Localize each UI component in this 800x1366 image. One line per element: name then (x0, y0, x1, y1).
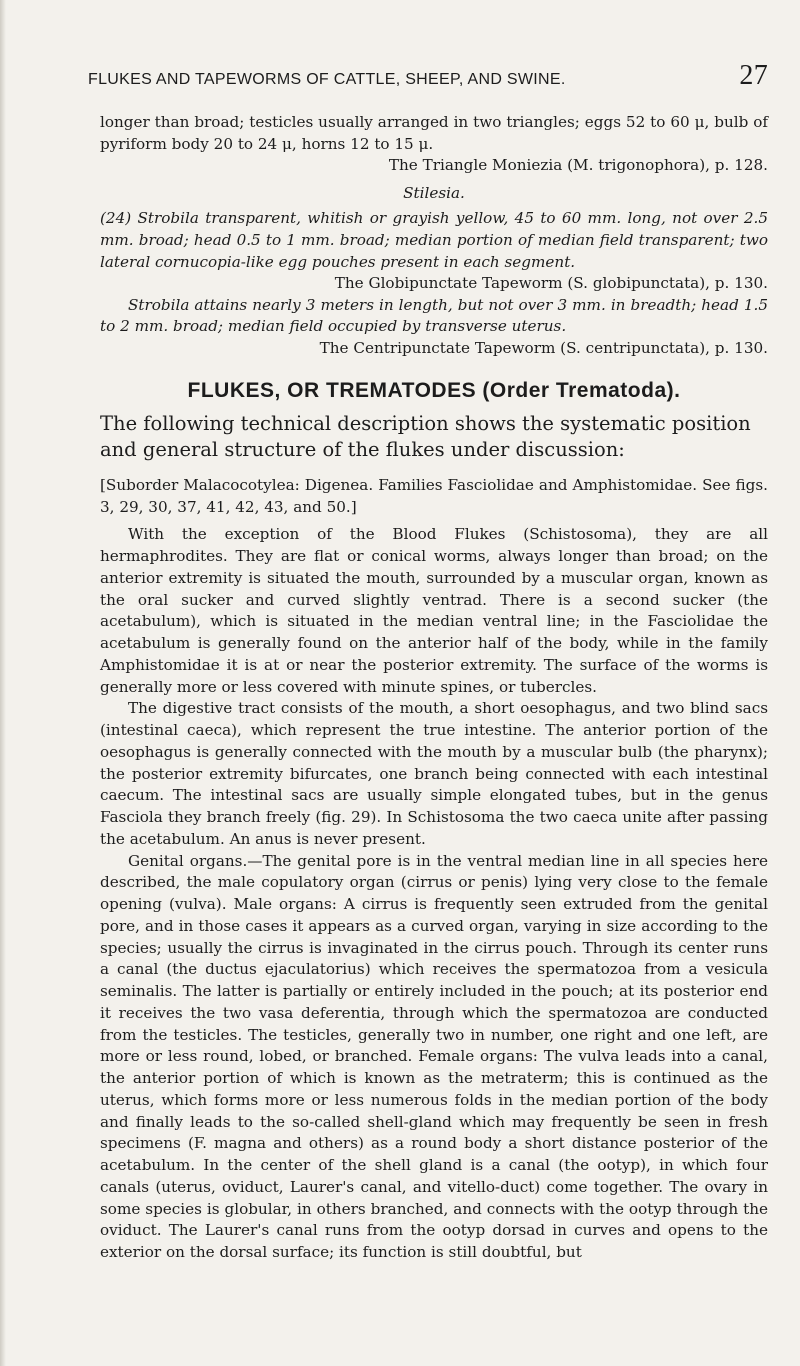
key-line-continuation: longer than broad; testicles usually arranged in two triangles; eggs 52 to 60 μ, bulb of pyriform body 20 to 24 μ, horns 12 to 15 μ. (100, 113, 768, 153)
key-reference-centripunctate: The Centripunctate Tapeworm (S. centripunctata), p. 130. (319, 338, 768, 357)
key-reference-moniezia: The Triangle Moniezia (M. trigonophora), p. 128. (388, 156, 768, 175)
classification-note: [Suborder Malacocotylea: Digenea. Families Fasciolidae and Amphistomidae. See figs. 3, 29, 30, 37, 41, 42, 43, and 50.] (100, 476, 768, 516)
section-title: FLUKES, OR TREMATODES (Order Trematoda). (187, 378, 681, 402)
genus-heading-stilesia: Stilesia. (403, 183, 465, 202)
page-number: 27 (739, 60, 768, 91)
header-title: FLUKES AND TAPEWORMS OF CATTLE, SHEEP, AND SWINE. (88, 71, 566, 88)
lead-paragraph: The following technical description shows the systematic position and general structure of the flukes under discussion: (100, 412, 751, 462)
page-edge-shadow (0, 0, 6, 1366)
paragraph-general: With the exception of the Blood Flukes (Schistosoma), they are all hermaphrodites. They are flat or conical worms, always longer than broad; on the anterior extremity is situated the mouth, surrounded by a muscular organ, known as the oral sucker and curved slightly ventrad. There is a second sucker (the acetabulum), which is situated in the median ventral line; in the Fasciolidae the acetabulum is generally found on the anterior half of the body, while in the family Amphistomidae it is at or near the posterior extremity. The surface of the worms is generally more or less covered with minute spines, or tubercles. (100, 525, 768, 696)
running-header (88, 60, 768, 92)
key-entry-strobila: Strobila attains nearly 3 meters in length, but not over 3 mm. in breadth; head 1.5 to 2 mm. broad; median field occupied by transverse uterus. (100, 295, 768, 336)
key-reference-globipunctate: The Globipunctate Tapeworm (S. globipunctata), p. 130. (334, 274, 768, 293)
paragraph-genital: Genital organs.—The genital pore is in the ventral median line in all species here described, the male copulatory organ (cirrus or penis) lying very close to the female opening (vulva). Male organs: A cirrus is frequently seen extruded from the genital pore, and in those cases it appears as a curved organ, varying in size according to the species; usually the cirrus is invaginated in the cirrus pouch. Through its center runs a canal (the ductus ejaculatorius) which receives the spermatozoa from a vesicula seminalis. The latter is partially or entirely included in the pouch; at its posterior end it receives the two vasa deferentia, through which the spermatozoa are conducted from the testicles. The testicles, generally two in number, one right and one left, are more or less round, lobed, or branched. Female organs: The vulva leads into a canal, the anterior portion of which is known as the metraterm; this is continued as the uterus, which forms more or less numerous folds in the median portion of the body and finally leads to the so-called shell-gland which may frequently be seen in fresh specimens (F. magna and others) as a round body a short distance posterior of the acetabulum. In the center of the shell gland is a canal (the ootyp), in which four canals (uterus, oviduct, Laurer's canal, and vitello-duct) come together. The ovary in some species is globular, in others branched, and connects with the ootyp through the oviduct. The Laurer's canal runs from the ootyp dorsad in curves and opens to the exterior on the dorsal surface; its function is still doubtful, but (100, 851, 768, 1262)
key-entry-24: (24) Strobila transparent, whitish or grayish yellow, 45 to 60 mm. long, not over 2.5 mm. broad; head 0.5 to 1 mm. broad; median portion of median field transparent; two lateral cornucopia-like egg pouches present in each segment. (100, 209, 768, 271)
paragraph-digestive: The digestive tract consists of the mouth, a short oesophagus, and two blind sacs (intestinal caeca), which represent the true intestine. The anterior portion of the oesophagus is generally connected with the mouth by a muscular bulb (the pharynx); the posterior extremity bifurcates, one branch being connected with each intestinal caecum. The intestinal sacs are usually simple elongated tubes, but in the genus Fasciola they branch freely (fig. 29). In Schistosoma the two caeca unite after passing the acetabulum. An anus is never present. (100, 699, 768, 848)
page-content (100, 112, 768, 1264)
